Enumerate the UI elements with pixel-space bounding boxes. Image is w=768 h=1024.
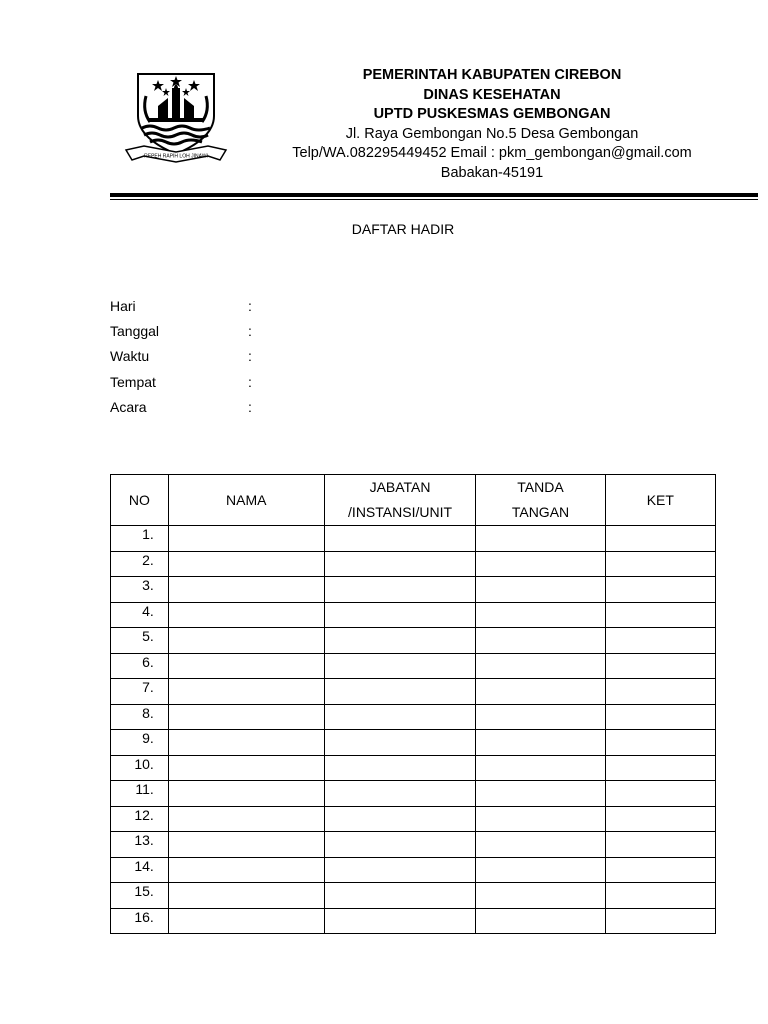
ket-cell[interactable]	[605, 653, 715, 679]
info-separator: :	[248, 298, 252, 314]
letterhead	[262, 66, 722, 183]
header-tanda-tangan: TANDA TANGAN	[476, 475, 605, 526]
row-number-cell: 5.	[111, 628, 169, 654]
unit-name: UPTD PUSKESMAS GEMBONGAN	[373, 106, 611, 122]
nama-cell[interactable]	[168, 704, 324, 730]
header-ket: KET	[605, 475, 715, 526]
table-row	[111, 832, 716, 858]
nama-cell[interactable]	[168, 551, 324, 577]
tanda-tangan-cell[interactable]	[476, 577, 605, 603]
nama-cell[interactable]	[168, 526, 324, 552]
event-info-fields	[110, 296, 310, 422]
tanda-tangan-cell[interactable]	[476, 806, 605, 832]
row-number-cell: 7.	[111, 679, 169, 705]
jabatan-cell[interactable]	[324, 806, 476, 832]
ket-cell[interactable]	[605, 832, 715, 858]
ket-cell[interactable]	[605, 704, 715, 730]
info-separator: :	[248, 348, 252, 365]
row-number-cell: 6.	[111, 653, 169, 679]
attendance-rows	[111, 526, 716, 934]
nama-cell[interactable]	[168, 908, 324, 934]
table-row	[111, 551, 716, 577]
address: Jl. Raya Gembongan No.5 Desa Gembongan	[345, 125, 639, 142]
info-label: Acara	[110, 398, 147, 415]
nama-cell[interactable]	[168, 602, 324, 628]
row-number-cell: 16.	[111, 908, 169, 934]
jabatan-cell[interactable]	[324, 730, 476, 756]
info-field-waktu	[110, 346, 310, 371]
table-row	[111, 577, 716, 603]
jabatan-cell[interactable]	[324, 704, 476, 730]
tanda-tangan-cell[interactable]	[476, 755, 605, 781]
nama-cell[interactable]	[168, 628, 324, 654]
tanda-tangan-cell[interactable]	[476, 526, 605, 552]
row-number-cell: 9.	[111, 730, 169, 756]
header-jabatan: JABATAN /INSTANSI/UNIT	[324, 475, 476, 526]
table-header-row	[111, 475, 716, 526]
table-row	[111, 602, 716, 628]
nama-cell[interactable]	[168, 857, 324, 883]
table-row	[111, 857, 716, 883]
info-field-acara	[110, 397, 310, 422]
ket-cell[interactable]	[605, 526, 715, 552]
header-nama: NAMA	[168, 475, 324, 526]
jabatan-cell[interactable]	[324, 526, 476, 552]
tanda-tangan-cell[interactable]	[476, 908, 605, 934]
row-number-cell: 3.	[111, 577, 169, 603]
jabatan-cell[interactable]	[324, 908, 476, 934]
tanda-tangan-cell[interactable]	[476, 883, 605, 909]
ket-cell[interactable]	[605, 883, 715, 909]
ket-cell[interactable]	[605, 679, 715, 705]
header-divider-thick	[110, 193, 758, 197]
table-row	[111, 730, 716, 756]
tanda-tangan-cell[interactable]	[476, 653, 605, 679]
nama-cell[interactable]	[168, 755, 324, 781]
jabatan-cell[interactable]	[324, 755, 476, 781]
agency-name: DINAS KESEHATAN	[423, 86, 561, 103]
ket-cell[interactable]	[605, 602, 715, 628]
info-label: Tempat	[110, 373, 156, 390]
jabatan-cell[interactable]	[324, 679, 476, 705]
info-label: Tanggal	[110, 323, 160, 340]
document-title: DAFTAR HADIR	[351, 221, 455, 237]
row-number-cell: 15.	[111, 883, 169, 909]
jabatan-cell[interactable]	[324, 628, 476, 654]
tanda-tangan-cell[interactable]	[476, 857, 605, 883]
row-number-cell: 12.	[111, 806, 169, 832]
tanda-tangan-cell[interactable]	[476, 602, 605, 628]
ket-cell[interactable]	[605, 806, 715, 832]
row-number-cell: 2.	[111, 551, 169, 577]
jabatan-cell[interactable]	[324, 781, 476, 807]
tanda-tangan-cell[interactable]	[476, 781, 605, 807]
nama-cell[interactable]	[168, 679, 324, 705]
table-row	[111, 883, 716, 909]
row-number-cell: 11.	[111, 781, 169, 807]
header-divider-thin	[110, 199, 758, 200]
ket-cell[interactable]	[605, 628, 715, 654]
tanda-tangan-cell[interactable]	[476, 628, 605, 654]
ket-cell[interactable]	[605, 857, 715, 883]
table-row	[111, 526, 716, 552]
nama-cell[interactable]	[168, 806, 324, 832]
tanda-tangan-cell[interactable]	[476, 704, 605, 730]
info-label: Hari	[110, 298, 136, 314]
nama-cell[interactable]	[168, 730, 324, 756]
ket-cell[interactable]	[605, 755, 715, 781]
attendance-table	[110, 474, 716, 934]
cirebon-regency-emblem-icon	[124, 66, 228, 170]
table-row	[111, 628, 716, 654]
contact-info: Telp/WA.082295449452 Email : pkm_gembongan@gmail.com	[292, 145, 692, 161]
table-row	[111, 704, 716, 730]
ket-cell[interactable]	[605, 577, 715, 603]
info-separator: :	[248, 373, 252, 390]
nama-cell[interactable]	[168, 883, 324, 909]
jabatan-cell[interactable]	[324, 551, 476, 577]
table-row	[111, 908, 716, 934]
ket-cell[interactable]	[605, 908, 715, 934]
header-no: NO	[111, 475, 169, 526]
nama-cell[interactable]	[168, 781, 324, 807]
tanda-tangan-cell[interactable]	[476, 551, 605, 577]
info-separator: :	[248, 323, 252, 340]
table-row	[111, 755, 716, 781]
jabatan-cell[interactable]	[324, 577, 476, 603]
nama-cell[interactable]	[168, 577, 324, 603]
tanda-tangan-cell[interactable]	[476, 679, 605, 705]
info-field-tempat	[110, 372, 310, 397]
ket-cell[interactable]	[605, 551, 715, 577]
info-field-hari	[110, 296, 310, 321]
jabatan-cell[interactable]	[324, 832, 476, 858]
row-number-cell: 10.	[111, 755, 169, 781]
nama-cell[interactable]	[168, 832, 324, 858]
tanda-tangan-cell[interactable]	[476, 730, 605, 756]
svg-text:REPEH RAPIH LOH JINAWI: REPEH RAPIH LOH JINAWI	[144, 153, 208, 160]
row-number-cell: 1.	[111, 526, 169, 552]
jabatan-cell[interactable]	[324, 857, 476, 883]
postal-city: Babakan-45191	[440, 164, 544, 181]
info-field-tanggal	[110, 321, 310, 346]
ket-cell[interactable]	[605, 781, 715, 807]
row-number-cell: 13.	[111, 832, 169, 858]
row-number-cell: 4.	[111, 602, 169, 628]
jabatan-cell[interactable]	[324, 883, 476, 909]
government-name: PEMERINTAH KABUPATEN CIREBON	[362, 67, 622, 83]
jabatan-cell[interactable]	[324, 602, 476, 628]
tanda-tangan-cell[interactable]	[476, 832, 605, 858]
jabatan-cell[interactable]	[324, 653, 476, 679]
row-number-cell: 14.	[111, 857, 169, 883]
ket-cell[interactable]	[605, 730, 715, 756]
info-separator: :	[248, 398, 252, 415]
row-number-cell: 8.	[111, 704, 169, 730]
table-row	[111, 679, 716, 705]
info-label: Waktu	[110, 348, 150, 365]
table-row	[111, 781, 716, 807]
nama-cell[interactable]	[168, 653, 324, 679]
table-row	[111, 806, 716, 832]
table-row	[111, 653, 716, 679]
